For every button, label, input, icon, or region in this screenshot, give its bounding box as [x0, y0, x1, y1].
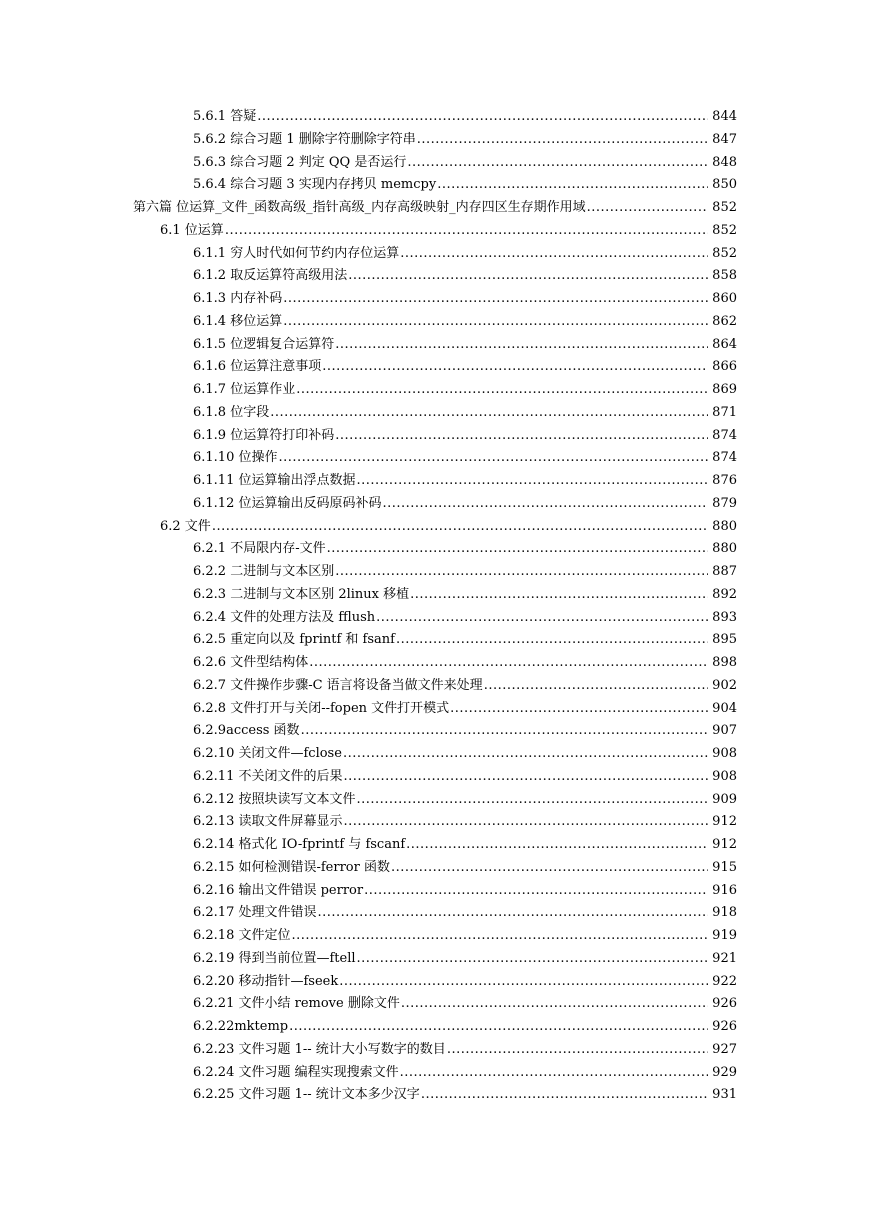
toc-dot-leader: [327, 538, 708, 561]
toc-entry-page-number: 895: [712, 632, 737, 648]
toc-entry-title: 6.2 文件: [160, 518, 211, 534]
toc-entry-page-number: 862: [712, 313, 737, 329]
toc-entry-page-number: 893: [712, 609, 737, 625]
toc-entry[interactable]: [0, 1016, 869, 1039]
toc-entry-title: 6.2.25 文件习题 1-- 统计文本多少汉字: [193, 1087, 420, 1103]
toc-dot-leader: [291, 925, 708, 948]
toc-entry-title: 6.2.8 文件打开与关闭--fopen 文件打开模式: [193, 700, 450, 716]
toc-entry[interactable]: [0, 1062, 869, 1085]
toc-entry[interactable]: [0, 675, 869, 698]
toc-dot-leader: [309, 652, 708, 675]
toc-entry[interactable]: [0, 470, 869, 493]
toc-entry-title: 6.2.9access 函数: [193, 723, 300, 739]
toc-entry-title: 6.1.3 内存补码: [193, 291, 283, 306]
toc-dot-leader: [335, 561, 708, 584]
toc-entry[interactable]: [0, 789, 869, 812]
toc-entry-page-number: 879: [712, 495, 737, 511]
toc-entry-page-number: 918: [712, 905, 737, 921]
toc-entry-title: 6.1.10 位操作: [193, 450, 278, 466]
toc-entry-page-number: 916: [712, 882, 737, 898]
toc-entry[interactable]: [0, 720, 869, 743]
toc-entry[interactable]: [0, 925, 869, 948]
table-of-contents: [0, 106, 869, 1107]
toc-entry[interactable]: [0, 698, 869, 721]
toc-entry[interactable]: [0, 857, 869, 880]
toc-entry[interactable]: [0, 152, 869, 175]
toc-entry[interactable]: [0, 402, 869, 425]
toc-dot-leader: [339, 971, 708, 994]
toc-entry-page-number: 926: [712, 1019, 737, 1034]
toc-entry-title: 6.1.8 位字段: [193, 404, 270, 420]
toc-entry-page-number: 887: [712, 564, 737, 579]
toc-dot-leader: [296, 379, 708, 402]
toc-dot-leader: [225, 220, 708, 243]
toc-entry-page-number: 929: [712, 1064, 737, 1080]
toc-entry-title: 6.2.21 文件小结 remove 删除文件: [193, 996, 400, 1012]
toc-dot-leader: [401, 993, 708, 1016]
toc-entry-title: 6.1.6 位运算注意事项: [193, 359, 322, 375]
toc-entry-page-number: 892: [712, 586, 737, 602]
toc-dot-leader: [450, 698, 708, 721]
toc-dot-leader: [335, 425, 708, 448]
toc-entry-page-number: 848: [712, 154, 737, 170]
toc-entry-title: 6.2.15 如何检测错误-ferror 函数: [193, 859, 390, 875]
toc-dot-leader: [437, 174, 708, 197]
toc-entry-page-number: 909: [712, 791, 737, 807]
toc-dot-leader: [407, 152, 708, 175]
toc-entry-title: 6.2.6 文件型结构体: [193, 655, 309, 670]
toc-entry-page-number: 922: [712, 973, 737, 989]
toc-entry[interactable]: [0, 356, 869, 379]
toc-entry[interactable]: [0, 447, 869, 470]
toc-dot-leader: [421, 1084, 708, 1107]
toc-entry[interactable]: [0, 743, 869, 766]
toc-entry[interactable]: [0, 129, 869, 152]
toc-entry-page-number: 898: [712, 655, 737, 670]
toc-entry[interactable]: [0, 766, 869, 789]
toc-entry[interactable]: [0, 1084, 869, 1107]
toc-entry[interactable]: [0, 629, 869, 652]
toc-entry-title: 6.2.20 移动指针—fseek: [193, 973, 339, 989]
toc-entry-page-number: 860: [712, 291, 737, 306]
toc-entry[interactable]: [0, 334, 869, 357]
toc-dot-leader: [400, 1062, 708, 1085]
toc-dot-leader: [289, 1016, 708, 1039]
toc-entry[interactable]: [0, 197, 869, 220]
toc-dot-leader: [335, 334, 708, 357]
toc-entry[interactable]: [0, 561, 869, 584]
toc-entry-page-number: 864: [712, 336, 737, 352]
toc-dot-leader: [257, 106, 708, 129]
toc-entry-title: 5.6.1 答疑: [193, 109, 257, 124]
toc-entry[interactable]: [0, 993, 869, 1016]
toc-entry-title: 第六篇 位运算_文件_函数高级_指针高级_内存高级映射_内存四区生存期作用域: [133, 200, 586, 215]
toc-entry[interactable]: [0, 538, 869, 561]
toc-entry-page-number: 915: [712, 859, 737, 875]
toc-dot-leader: [391, 857, 708, 880]
toc-dot-leader: [343, 743, 708, 766]
toc-dot-leader: [417, 129, 708, 152]
toc-entry[interactable]: [0, 902, 869, 925]
toc-entry-title: 6.2.12 按照块读写文本文件: [193, 791, 356, 807]
toc-dot-leader: [212, 516, 708, 539]
toc-entry[interactable]: [0, 1039, 869, 1062]
toc-entry-page-number: 850: [712, 177, 737, 193]
toc-entry[interactable]: [0, 174, 869, 197]
toc-entry-title: 6.2.16 输出文件错误 perror: [193, 882, 364, 898]
toc-entry-title: 5.6.3 综合习题 2 判定 QQ 是否运行: [193, 154, 407, 170]
toc-entry-page-number: 852: [712, 245, 737, 261]
toc-entry-page-number: 902: [712, 677, 737, 693]
toc-entry-title: 6.1.7 位运算作业: [193, 382, 296, 397]
toc-entry[interactable]: [0, 652, 869, 675]
toc-entry-title: 6.2.14 格式化 IO-fprintf 与 fscanf: [193, 837, 406, 852]
toc-dot-leader: [278, 447, 708, 470]
toc-entry-title: 6.1.1 穷人时代如何节约内存位运算: [193, 245, 400, 261]
toc-entry-page-number: 869: [712, 382, 737, 397]
toc-dot-leader: [400, 243, 708, 266]
toc-entry-page-number: 874: [712, 450, 737, 466]
toc-entry-title: 6.2.11 不关闭文件的后果: [193, 768, 343, 784]
toc-entry-page-number: 876: [712, 473, 737, 488]
toc-dot-leader: [484, 675, 708, 698]
toc-dot-leader: [343, 766, 708, 789]
toc-entry-title: 6.2.24 文件习题 编程实现搜索文件: [193, 1064, 399, 1080]
toc-entry-title: 6.2.1 不局限内存-文件: [193, 541, 326, 557]
toc-entry-title: 6.2.18 文件定位: [193, 928, 291, 943]
toc-entry-title: 6.2.3 二进制与文本区别 2linux 移植: [193, 586, 410, 602]
toc-dot-leader: [322, 356, 708, 379]
toc-entry-page-number: 844: [712, 109, 737, 124]
toc-dot-leader: [356, 470, 708, 493]
toc-entry-title: 6.2.10 关闭文件—fclose: [193, 746, 342, 761]
toc-entry-page-number: 912: [712, 814, 737, 830]
toc-entry[interactable]: [0, 880, 869, 903]
toc-entry-page-number: 858: [712, 268, 737, 284]
toc-dot-leader: [270, 402, 708, 425]
toc-dot-leader: [410, 584, 708, 607]
toc-entry-page-number: 874: [712, 427, 737, 443]
toc-dot-leader: [283, 288, 708, 311]
toc-entry[interactable]: [0, 971, 869, 994]
toc-entry-title: 6.1.12 位运算输出反码原码补码: [193, 495, 382, 511]
toc-entry-page-number: 931: [712, 1087, 737, 1103]
toc-entry-title: 6.1.11 位运算输出浮点数据: [193, 473, 356, 488]
toc-entry-page-number: 926: [712, 996, 737, 1012]
toc-entry[interactable]: [0, 311, 869, 334]
toc-entry-title: 6.2.17 处理文件错误: [193, 905, 317, 921]
toc-entry-page-number: 907: [712, 723, 737, 739]
toc-entry[interactable]: [0, 379, 869, 402]
toc-entry[interactable]: [0, 106, 869, 129]
toc-entry[interactable]: [0, 288, 869, 311]
toc-entry[interactable]: [0, 493, 869, 516]
toc-entry[interactable]: [0, 834, 869, 857]
toc-entry-page-number: 921: [712, 950, 737, 966]
toc-dot-leader: [348, 265, 708, 288]
toc-entry-page-number: 927: [712, 1041, 737, 1057]
toc-entry-title: 6.2.4 文件的处理方法及 fflush: [193, 609, 376, 625]
toc-entry[interactable]: [0, 811, 869, 834]
toc-entry-page-number: 919: [712, 928, 737, 943]
toc-dot-leader: [364, 880, 708, 903]
toc-entry-title: 6.2.13 读取文件屏幕显示: [193, 814, 343, 830]
toc-entry-page-number: 880: [712, 541, 737, 557]
toc-entry-page-number: 904: [712, 700, 737, 716]
toc-entry[interactable]: [0, 607, 869, 630]
toc-entry-page-number: 908: [712, 746, 737, 761]
toc-entry[interactable]: [0, 425, 869, 448]
toc-entry-title: 6.2.2 二进制与文本区别: [193, 564, 335, 579]
toc-entry-title: 6.2.19 得到当前位置—ftell: [193, 950, 356, 966]
toc-dot-leader: [301, 720, 708, 743]
toc-dot-leader: [376, 607, 708, 630]
toc-dot-leader: [406, 834, 708, 857]
toc-entry-page-number: 880: [712, 518, 737, 534]
toc-dot-leader: [447, 1039, 708, 1062]
toc-entry-title: 6.1.2 取反运算符高级用法: [193, 268, 348, 284]
toc-entry[interactable]: [0, 584, 869, 607]
toc-entry-title: 6.1.9 位运算符打印补码: [193, 427, 335, 443]
toc-entry-title: 6.2.23 文件习题 1-- 统计大小写数字的数目: [193, 1041, 446, 1057]
toc-entry-title: 5.6.2 综合习题 1 删除字符删除字符串: [193, 131, 416, 147]
toc-entry[interactable]: [0, 516, 869, 539]
toc-entry-page-number: 866: [712, 359, 737, 375]
toc-entry-title: 6.2.5 重定向以及 fprintf 和 fsanf: [193, 632, 395, 648]
toc-dot-leader: [343, 811, 708, 834]
toc-entry-page-number: 871: [712, 404, 737, 420]
toc-entry-title: 6.2.7 文件操作步骤-C 语言将设备当做文件来处理: [193, 677, 483, 693]
toc-entry-title: 5.6.4 综合习题 3 实现内存拷贝 memcpy: [193, 177, 437, 193]
toc-entry[interactable]: [0, 243, 869, 266]
toc-entry-title: 6.2.22mktemp: [193, 1019, 289, 1034]
toc-entry-page-number: 908: [712, 768, 737, 784]
toc-entry-title: 6.1 位运算: [160, 222, 224, 238]
toc-entry[interactable]: [0, 265, 869, 288]
toc-entry-title: 6.1.4 移位运算: [193, 313, 283, 329]
toc-dot-leader: [587, 197, 708, 220]
toc-entry-page-number: 852: [712, 222, 737, 238]
toc-dot-leader: [356, 789, 708, 812]
toc-entry[interactable]: [0, 220, 869, 243]
toc-dot-leader: [283, 311, 708, 334]
toc-dot-leader: [382, 493, 708, 516]
toc-entry-page-number: 852: [712, 200, 737, 215]
toc-dot-leader: [357, 948, 708, 971]
toc-entry[interactable]: [0, 948, 869, 971]
toc-dot-leader: [396, 629, 708, 652]
toc-entry-page-number: 847: [712, 131, 737, 147]
toc-entry-title: 6.1.5 位逻辑复合运算符: [193, 336, 335, 352]
toc-dot-leader: [317, 902, 708, 925]
toc-entry-page-number: 912: [712, 837, 737, 852]
